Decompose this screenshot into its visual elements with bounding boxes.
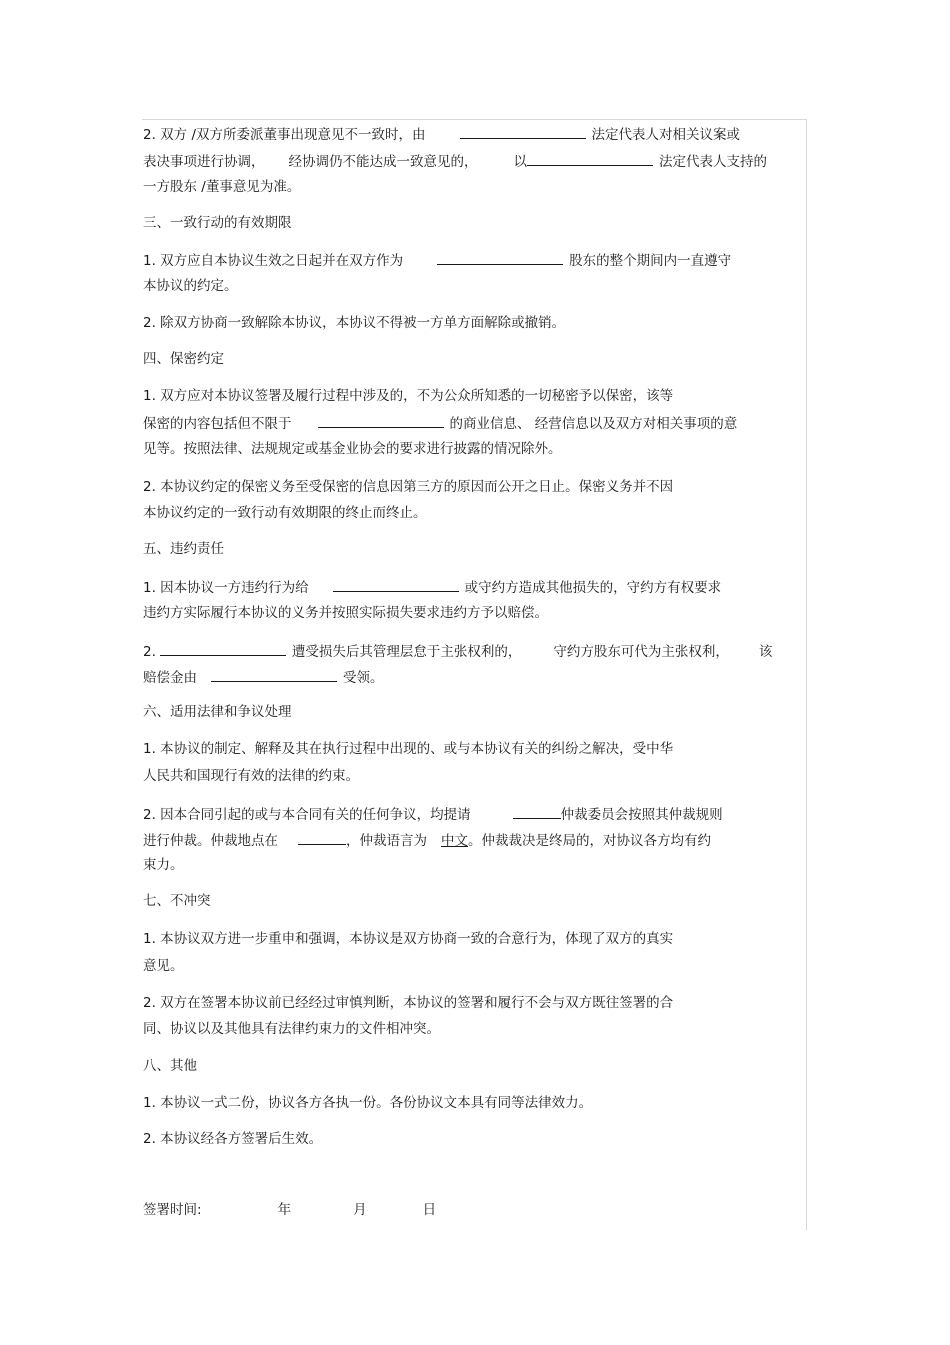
- text: 赔偿金由: [143, 670, 197, 686]
- clause-line: 本协议的约定。: [143, 278, 238, 294]
- clause-line: 1. 本协议的制定、解释及其在执行过程中出现的、或与本协议有关的纠纷之解决，受中华: [143, 741, 674, 757]
- text: 法定代表人支持的: [659, 154, 767, 170]
- section-heading: 五、违约责任: [143, 541, 224, 557]
- fill-blank[interactable]: [513, 805, 561, 819]
- clause-line: [143, 414, 737, 432]
- text: 该: [758, 644, 773, 660]
- clause-line: 2. 本协议约定的保密义务至受保密的信息因第三方的原因而公开之日止。保密义务并不因: [143, 479, 674, 495]
- clause-line: 意见。: [143, 958, 184, 974]
- clause-line: 一方股东 /董事意见为准。: [143, 179, 301, 195]
- section-heading: 八、其他: [143, 1058, 197, 1074]
- text: 守约方股东可代为主张权利，: [553, 644, 729, 660]
- clause-line: [143, 251, 731, 269]
- day-label: 日: [422, 1202, 437, 1218]
- section-heading: 六、适用法律和争议处理: [143, 704, 292, 720]
- text: 股东的整个期间内一直遵守: [569, 253, 732, 269]
- year-label: 年: [277, 1202, 292, 1218]
- month-label: 月: [353, 1202, 367, 1218]
- fill-blank[interactable]: [211, 668, 337, 682]
- clause-line: [143, 578, 721, 596]
- clause-line: [143, 668, 384, 686]
- fill-blank[interactable]: [318, 414, 444, 428]
- section-heading: 三、一致行动的有效期限: [143, 215, 292, 231]
- text: 2. 因本合同引起的或与本合同有关的任何争议，均提请: [143, 807, 471, 823]
- fill-blank[interactable]: [437, 251, 563, 265]
- fill-blank[interactable]: [298, 831, 346, 845]
- text: 表决事项进行协调，: [143, 154, 265, 170]
- section-heading: 七、不冲突: [143, 893, 211, 909]
- clause-line: 1. 本协议一式二份，协议各方各执一份。各份协议文本具有同等法律效力。: [143, 1095, 593, 1111]
- fill-blank[interactable]: [333, 578, 459, 592]
- text: 2. 双方 /双方所委派董事出现意见不一致时，由: [143, 127, 426, 143]
- clause-line: [143, 642, 772, 660]
- text: 法定代表人对相关议案或: [591, 127, 741, 143]
- text: 。仲裁裁决是终局的，对协议各方均有约: [468, 833, 711, 849]
- clause-line: 2. 除双方协商一致解除本协议，本协议不得被一方单方面解除或撤销。: [143, 315, 566, 331]
- text: ，仲裁语言为: [346, 833, 427, 849]
- clause-line: 见等。按照法律、法规规定或基金业协会的要求进行披露的情况除外。: [143, 441, 562, 457]
- fill-blank[interactable]: [527, 152, 653, 166]
- signing-label: 签署时间:: [143, 1202, 202, 1218]
- section-heading: 四、保密约定: [143, 351, 224, 367]
- clause-line: 1. 双方应对本协议签署及履行过程中涉及的，不为公众所知悉的一切秘密予以保密，该等: [143, 388, 674, 404]
- clause-line: 本协议约定的一致行动有效期限的终止而终止。: [143, 505, 427, 521]
- clause-line: 束力。: [143, 857, 184, 873]
- fill-blank[interactable]: [460, 125, 586, 139]
- clause-line: [143, 831, 711, 849]
- clause-line: [143, 152, 767, 170]
- text: 保密的内容包括但不限于: [143, 416, 292, 432]
- clause-line: 2. 本协议经各方签署后生效。: [143, 1131, 323, 1147]
- text: 或守约方造成其他损失的，守约方有权要求: [464, 580, 722, 596]
- text: 经协调仍不能达成一致意见的，: [288, 154, 478, 170]
- clause-line: [143, 805, 723, 823]
- clause-line: 违约方实际履行本协议的义务并按照实际损失要求违约方予以赔偿。: [143, 605, 548, 621]
- clause-line: [143, 125, 740, 143]
- clause-line: 人民共和国现行有效的法律的约束。: [143, 768, 359, 784]
- text: 以: [513, 154, 527, 170]
- text: 的商业信息、 经营信息以及双方对相关事项的意: [449, 416, 738, 432]
- text: 受领。: [343, 670, 384, 686]
- text: 仲裁委员会按照其仲裁规则: [560, 807, 723, 823]
- text: 1. 因本协议一方违约行为给: [143, 580, 309, 596]
- text: 遭受损失后其管理层怠于主张权利的，: [291, 644, 522, 660]
- text: 1. 双方应自本协议生效之日起并在双方作为: [143, 253, 404, 269]
- clause-line: 同、协议以及其他具有法律约束力的文件相冲突。: [143, 1021, 440, 1037]
- signing-line: [143, 1202, 436, 1218]
- clause-line: 2. 双方在签署本协议前已经经过审慎判断，本协议的签署和履行不会与双方既往签署的合: [143, 995, 674, 1011]
- clause-line: 1. 本协议双方进一步重申和强调，本协议是双方协商一致的合意行为，体现了双方的真实: [143, 931, 674, 947]
- fill-blank[interactable]: [160, 642, 286, 656]
- arbitration-language: 中文: [441, 833, 468, 849]
- text: 2.: [143, 644, 156, 660]
- text: 进行仲裁。仲裁地点在: [143, 833, 278, 849]
